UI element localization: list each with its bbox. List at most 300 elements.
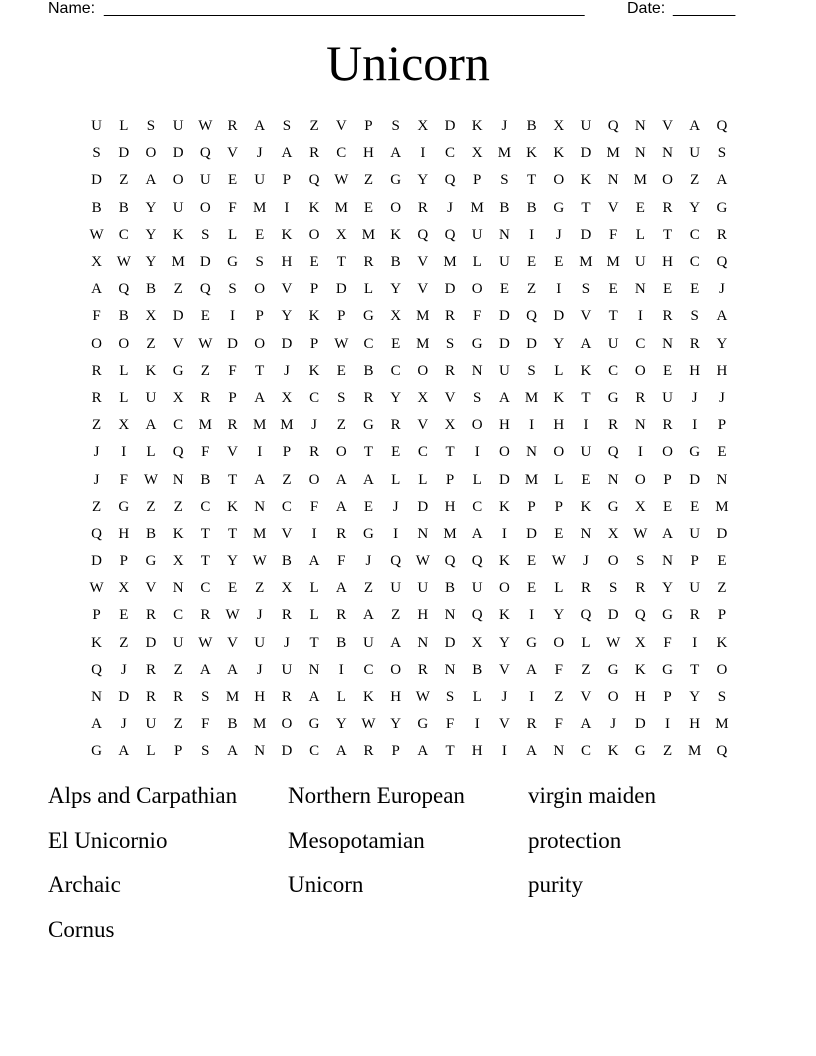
grid-letter: L [119,362,129,379]
grid-letter: N [417,525,429,542]
grid-letter: E [309,254,319,271]
grid-letter: M [253,199,267,216]
grid-letter: B [390,254,401,271]
grid-letter: R [281,607,292,624]
grid-letter: S [690,308,699,325]
grid-letter: Q [172,444,184,461]
grid-letter: A [254,389,266,406]
grid-letter: B [145,281,156,298]
grid-letter: S [608,580,618,597]
grid-letter: D [580,226,592,243]
grid-letter: T [363,444,374,461]
grid-letter: T [662,226,673,243]
grid-letter: Y [145,199,157,216]
grid-letter: B [445,580,456,597]
grid-letter: T [227,525,238,542]
grid-letter: S [92,145,101,162]
grid-letter: E [336,362,346,379]
grid-letter: B [526,199,537,216]
grid-letter: T [309,634,319,651]
grid-letter: D [444,281,456,298]
grid-letter: X [145,308,157,325]
grid-letter: U [580,444,592,461]
grid-letter: Z [581,661,591,678]
grid-letter: A [526,743,538,760]
grid-letter: R [445,308,456,325]
grid-letter: C [363,661,374,678]
grid-letter: R [336,525,347,542]
grid-letter: O [634,362,646,379]
grid-letter: C [309,389,320,406]
grid-letter: L [146,444,156,461]
grid-letter: K [580,498,592,515]
grid-letter: G [417,716,429,733]
grid-letter: R [363,743,374,760]
grid-letter: K [716,634,728,651]
grid-letter: A [335,580,347,597]
grid-letter: O [662,172,673,189]
grid-letter: S [201,743,210,760]
worksheet-header [48,0,748,20]
grid-letter: J [501,118,508,135]
grid-letter: F [228,362,237,379]
grid-letter: Q [526,308,538,325]
grid-letter: P [364,118,373,135]
grid-letter: T [336,254,346,271]
grid-letter: R [635,389,646,406]
grid-letter: D [118,145,130,162]
grid-letter: U [254,172,266,189]
grid-letter: R [309,145,320,162]
grid-letter: C [173,417,184,434]
grid-letter: H [498,417,510,434]
grid-letter: X [471,634,483,651]
grid-letter: V [417,281,429,298]
grid-letter: C [689,226,700,243]
grid-letter: D [498,471,510,488]
grid-letter: U [199,172,211,189]
grid-letter: I [637,444,643,461]
grid-letter: F [473,308,482,325]
grid-letter: O [607,553,619,570]
grid-letter: M [715,716,729,733]
grid-letter: X [172,553,184,570]
grid-letter: I [338,661,344,678]
grid-letter: V [498,716,510,733]
grid-letter: D [91,172,103,189]
grid-letter: V [335,118,347,135]
word-list-item: Unicorn [288,872,364,897]
grid-letter: N [471,362,483,379]
word-list-item: purity [528,872,583,897]
grid-letter: Y [716,335,728,352]
grid-letter: L [336,689,346,706]
grid-letter: E [608,281,618,298]
grid-letter: K [308,362,320,379]
grid-letter: S [527,362,536,379]
grid-letter: A [308,689,320,706]
grid-letter: J [501,689,508,706]
grid-letter: P [228,389,237,406]
grid-letter: G [662,661,673,678]
grid-letter: S [717,145,727,162]
grid-letter: M [633,172,648,189]
grid-letter: W [225,607,240,624]
grid-letter: M [443,525,457,542]
grid-letter: O [199,199,211,216]
grid-letter: W [415,553,430,570]
grid-letter: C [635,335,646,352]
grid-letter: U [91,118,103,135]
grid-letter: R [689,607,700,624]
grid-letter: V [444,389,456,406]
grid-letter: V [417,254,429,271]
grid-letter: W [89,226,104,243]
grid-letter: X [471,145,483,162]
grid-letter: C [200,580,211,597]
grid-letter: F [663,634,672,651]
grid-letter: S [445,689,455,706]
grid-letter: D [118,689,130,706]
grid-letter: J [555,226,562,243]
grid-letter: C [390,362,401,379]
word-list-item: Mesopotamian [288,827,425,853]
grid-letter: C [417,444,428,461]
grid-letter: U [634,254,646,271]
grid-letter: A [390,634,402,651]
grid-letter: E [554,254,564,271]
grid-letter: D [172,145,184,162]
grid-letter: M [171,254,185,271]
grid-letter: D [199,254,211,271]
grid-letter: H [689,716,701,733]
grid-letter: E [662,362,673,379]
grid-letter: J [93,444,100,461]
grid-letter: E [227,172,238,189]
grid-letter: N [91,689,103,706]
grid-letter: Q [716,254,728,271]
grid-letter: N [417,634,429,651]
grid-letter: A [91,281,103,298]
grid-letter: R [200,607,211,624]
grid-letter: R [173,689,184,706]
grid-letter: W [606,634,621,651]
grid-letter: D [526,525,538,542]
grid-letter: E [717,553,727,570]
grid-letter: G [390,172,402,189]
grid-letter: H [553,417,565,434]
grid-letter: X [417,118,429,135]
grid-letter: U [172,199,184,216]
grid-letter: A [662,525,673,542]
name-field-line[interactable]: ______________________________________________________ [104,0,585,17]
grid-letter: L [309,580,319,597]
grid-letter: B [227,716,238,733]
grid-letter: Q [444,172,456,189]
grid-letter: K [526,145,538,162]
grid-letter: X [634,498,646,515]
grid-letter: S [201,226,210,243]
grid-letter: M [416,308,430,325]
grid-letter: W [415,689,430,706]
grid-letter: S [581,281,591,298]
grid-letter: Q [634,607,646,624]
grid-letter: J [718,389,725,406]
grid-letter: O [172,172,184,189]
grid-letter: S [717,689,727,706]
grid-letter: D [172,308,184,325]
grid-letter: Y [689,689,701,706]
grid-letter: Q [91,661,103,678]
grid-letter: Z [173,661,183,678]
grid-letter: D [335,281,347,298]
grid-letter: M [606,254,620,271]
grid-letter: H [662,254,673,271]
grid-letter: R [227,417,238,434]
word-list-item: Northern European [288,783,465,808]
grid-letter: G [145,553,157,570]
grid-letter: Z [173,281,183,298]
grid-letter: R [417,661,428,678]
grid-letter: R [200,389,211,406]
grid-letter: O [553,634,565,651]
grid-letter: T [527,172,537,189]
grid-letter: G [118,498,130,515]
grid-letter: C [689,254,700,271]
grid-letter: J [447,199,453,216]
grid-letter: A [199,661,211,678]
grid-letter: R [363,389,374,406]
grid-letter: Q [91,525,103,542]
grid-letter: U [281,661,293,678]
grid-letter: D [417,498,429,515]
grid-letter: I [529,607,535,624]
grid-letter: N [553,743,565,760]
grid-letter: E [635,199,645,216]
grid-letter: G [308,716,320,733]
grid-letter: M [280,417,294,434]
grid-letter: V [227,145,238,162]
grid-letter: N [444,661,456,678]
grid-letter: C [445,145,456,162]
grid-letter: Q [716,118,728,135]
grid-letter: B [526,118,537,135]
grid-letter: F [554,716,563,733]
grid-letter: W [361,716,376,733]
grid-letter: C [363,335,374,352]
grid-letter: P [309,335,319,352]
grid-letter: L [227,226,238,243]
grid-letter: X [281,580,293,597]
grid-letter: D [281,743,293,760]
grid-letter: K [281,226,293,243]
grid-letter: V [281,525,293,542]
grid-letter: S [146,118,156,135]
grid-letter: I [637,308,643,325]
grid-letter: K [498,607,510,624]
grid-letter: E [255,226,265,243]
grid-letter: S [500,172,509,189]
grid-letter: X [281,389,293,406]
grid-letter: D [553,308,565,325]
grid-letter: E [391,444,401,461]
grid-letter: C [200,498,211,515]
grid-letter: G [363,525,374,542]
grid-letter: N [172,471,184,488]
grid-letter: M [253,716,267,733]
grid-letter: C [580,743,591,760]
grid-letter: M [606,145,620,162]
grid-letter: A [254,118,266,135]
grid-letter: Y [417,172,429,189]
grid-letter: A [417,743,429,760]
grid-letter: J [283,634,290,651]
grid-letter: U [471,580,483,597]
grid-letter: Z [662,743,673,760]
grid-letter: Q [417,226,429,243]
page-title: Unicorn [326,35,490,91]
date-field-line[interactable]: _______ [673,0,736,17]
grid-letter: D [91,553,103,570]
grid-letter: U [390,580,402,597]
grid-letter: M [470,199,484,216]
grid-letter: T [200,525,210,542]
grid-letter: V [145,580,157,597]
grid-letter: U [172,634,184,651]
grid-letter: G [634,743,646,760]
grid-letter: K [227,498,238,515]
grid-letter: A [363,607,374,624]
grid-letter: B [363,362,374,379]
grid-letter: F [445,716,455,733]
grid-letter: R [445,362,456,379]
grid-letter: O [607,689,619,706]
grid-letter: M [524,471,539,488]
grid-letter: N [716,471,728,488]
grid-letter: M [253,525,267,542]
grid-letter: Q [308,172,320,189]
grid-letter: D [145,634,157,651]
grid-letter: Q [444,226,456,243]
grid-letter: D [444,634,456,651]
grid-letter: B [472,661,483,678]
grid-letter: P [554,498,563,515]
grid-letter: N [607,471,619,488]
grid-letter: G [227,254,238,271]
grid-letter: D [526,335,538,352]
grid-letter: B [200,471,211,488]
grid-letter: A [227,743,238,760]
grid-letter: L [363,281,374,298]
grid-letter: R [363,254,374,271]
grid-letter: R [390,417,401,434]
grid-letter: X [172,389,184,406]
grid-letter: A [471,525,483,542]
grid-letter: S [391,118,400,135]
grid-letter: I [474,716,480,733]
grid-letter: I [474,444,480,461]
grid-letter: E [227,580,238,597]
grid-letter: P [173,743,183,760]
grid-letter: N [308,661,320,678]
letter-grid [83,113,736,766]
grid-letter: A [254,471,266,488]
grid-letter: E [554,525,564,542]
grid-letter: W [198,634,213,651]
word-list-item: Alps and Carpathian [48,783,238,808]
grid-letter: Q [444,553,456,570]
grid-letter: K [363,689,374,706]
grid-letter: Y [553,335,565,352]
grid-letter: Z [92,417,102,434]
grid-letter: G [526,634,538,651]
grid-letter: G [172,362,184,379]
grid-letter: H [390,689,402,706]
grid-letter: W [252,553,267,570]
grid-letter: P [255,308,264,325]
grid-letter: O [417,362,429,379]
grid-letter: X [444,417,456,434]
grid-letter: A [145,172,157,189]
grid-letter: U [471,226,483,243]
grid-letter: L [391,471,401,488]
grid-letter: R [662,308,673,325]
grid-letter: M [497,145,512,162]
grid-letter: Y [553,607,565,624]
grid-letter: J [120,661,127,678]
grid-letter: F [119,471,128,488]
grid-letter: Z [363,172,374,189]
grid-letter: O [553,444,565,461]
grid-letter: H [281,254,293,271]
grid-letter: D [634,716,646,733]
grid-letter: J [256,145,263,162]
grid-letter: T [445,743,455,760]
grid-letter: N [444,607,456,624]
grid-letter: X [607,525,619,542]
grid-letter: Z [146,335,156,352]
grid-letter: B [118,199,129,216]
grid-letter: H [689,362,701,379]
grid-letter: H [363,145,374,162]
grid-letter: S [636,553,645,570]
grid-letter: O [308,226,320,243]
grid-letter: N [607,172,619,189]
grid-letter: R [145,607,156,624]
grid-letter: U [498,362,510,379]
grid-letter: U [662,389,673,406]
grid-letter: M [579,254,593,271]
grid-letter: M [688,743,702,760]
grid-letter: T [200,553,210,570]
grid-letter: C [118,226,129,243]
grid-letter: N [498,226,510,243]
grid-letter: R [526,716,537,733]
grid-letter: H [634,689,646,706]
grid-letter: G [471,335,483,352]
grid-letter: Z [309,118,319,135]
grid-letter: G [553,199,565,216]
grid-letter: D [498,335,510,352]
grid-letter: G [363,417,374,434]
grid-letter: E [717,444,727,461]
grid-letter: P [282,172,292,189]
grid-letter: B [336,634,347,651]
grid-letter: J [93,471,100,488]
grid-letter: H [417,607,429,624]
grid-letter: O [118,335,130,352]
grid-letter: L [119,118,129,135]
